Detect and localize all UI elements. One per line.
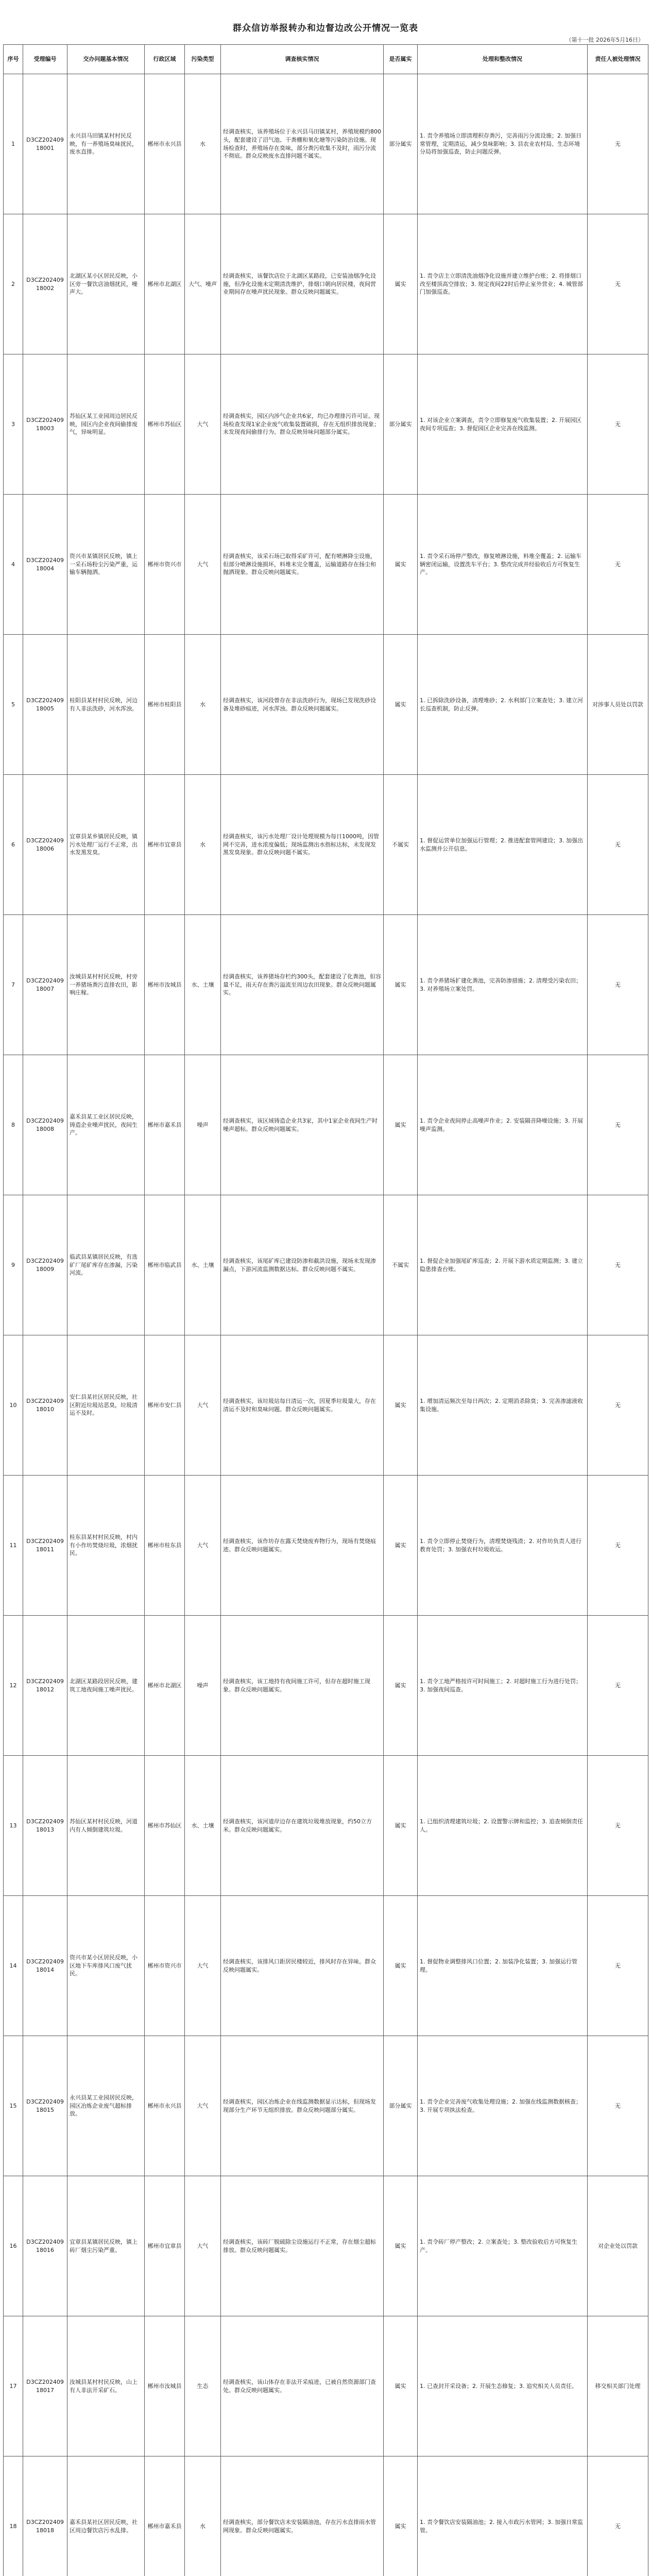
- row-number: 12: [4, 1616, 23, 1756]
- row-truth: 属实: [384, 1476, 418, 1616]
- row-person: 无: [588, 214, 648, 354]
- row-truth: 部分属实: [384, 74, 418, 214]
- row-code: D3CZ20240918010: [23, 1335, 67, 1476]
- row-survey: 经调查核实，该砖厂脱硫除尘设施运行不正常，存在烟尘超标排放。群众反映问题属实。: [221, 2176, 384, 2316]
- row-person: 移交相关部门处理: [588, 2316, 648, 2456]
- row-truth: 属实: [384, 2316, 418, 2456]
- row-survey: 经调查核实，该垃圾站每日清运一次，因夏季垃圾量大，存在清运不及时和臭味问题。群众反映问题属实。: [221, 1335, 384, 1476]
- row-issue: 宜章县某镇居民反映，镇上砖厂烟尘污染严重。: [67, 2176, 145, 2316]
- table-row: [4, 214, 648, 354]
- row-rectification: 1. 责令企业夜间停止高噪声作业；2. 安装隔音降噪设施；3. 开展噪声监测。: [418, 1055, 588, 1195]
- row-truth: 属实: [384, 2456, 418, 2576]
- row-area: 郴州市宜章县: [145, 775, 185, 915]
- row-area: 郴州市苏仙区: [145, 1756, 185, 1896]
- row-type: 大气: [185, 354, 221, 495]
- row-survey: 经调查核实，该工地持有夜间施工许可，但存在超时施工现象。群众反映问题属实。: [221, 1616, 384, 1756]
- row-number: 6: [4, 775, 23, 915]
- row-survey: 经调查核实，该山体存在非法开采痕迹，已被自然资源部门查处。群众反映问题属实。: [221, 2316, 384, 2456]
- header-person: 责任人被处理情况: [588, 45, 648, 74]
- row-truth: 属实: [384, 1335, 418, 1476]
- row-rectification: 1. 责令砖厂停产整改；2. 立案查处；3. 整改验收后方可恢复生产。: [418, 2176, 588, 2316]
- row-number: 4: [4, 495, 23, 635]
- row-truth: 属实: [384, 1896, 418, 2036]
- row-number: 1: [4, 74, 23, 214]
- row-person: 无: [588, 1055, 648, 1195]
- row-area: 郴州市宜章县: [145, 2176, 185, 2316]
- row-code: D3CZ20240918007: [23, 915, 67, 1055]
- row-person: 无: [588, 1476, 648, 1616]
- row-survey: 经调查核实，该养猪场存栏约300头，配套建设了化粪池，但容量不足，雨天存在粪污溢流至周边农田现象。群众反映问题属实。: [221, 915, 384, 1055]
- row-issue: 嘉禾县某工业区居民反映，铸造企业噪声扰民，夜间生产。: [67, 1055, 145, 1195]
- row-type: 水、土壤: [185, 1195, 221, 1335]
- row-survey: 经调查核实，该区域铸造企业共3家，其中1家企业夜间生产时噪声超标。群众反映问题属实。: [221, 1055, 384, 1195]
- row-person: 无: [588, 74, 648, 214]
- row-rectification: 1. 责令养猪场扩建化粪池，完善防渗措施；2. 清理受污染农田；3. 对养殖场立案处罚。: [418, 915, 588, 1055]
- table-row: [4, 1896, 648, 2036]
- row-code: D3CZ20240918004: [23, 495, 67, 635]
- row-type: 水、土壤: [185, 915, 221, 1055]
- header-area: 行政区域: [145, 45, 185, 74]
- row-type: 大气: [185, 495, 221, 635]
- row-rectification: 1. 责令企业完善废气收集处理设施；2. 加强在线监测数据核查；3. 开展专项执法检查。: [418, 2036, 588, 2176]
- row-type: 大气: [185, 1896, 221, 2036]
- row-truth: 属实: [384, 1616, 418, 1756]
- row-issue: 安仁县某社区居民反映，社区附近垃圾站恶臭，垃圾清运不及时。: [67, 1335, 145, 1476]
- row-survey: 经调查核实，该排风口距居民楼较近，排风时存在异味。群众反映问题属实。: [221, 1896, 384, 2036]
- row-person: 无: [588, 915, 648, 1055]
- row-area: 郴州市北湖区: [145, 214, 185, 354]
- row-number: 10: [4, 1335, 23, 1476]
- row-number: 2: [4, 214, 23, 354]
- header-code: 受理编号: [23, 45, 67, 74]
- row-number: 8: [4, 1055, 23, 1195]
- row-area: 郴州市北湖区: [145, 1616, 185, 1756]
- row-survey: 经调查核实，该河段曾存在非法洗砂行为，现场已发现洗砂设备及堆砂痕迹，河水浑浊。群众反映问题属实。: [221, 635, 384, 775]
- document-title: 群众信访举报转办和边督边改公开情况一览表: [233, 23, 418, 33]
- row-area: 郴州市嘉禾县: [145, 1055, 185, 1195]
- row-rectification: 1. 已查封开采设备；2. 开展生态修复；3. 追究相关人员责任。: [418, 2316, 588, 2456]
- row-type: 大气、噪声: [185, 214, 221, 354]
- row-code: D3CZ20240918001: [23, 74, 67, 214]
- table-row: [4, 2176, 648, 2316]
- row-person: 无: [588, 1195, 648, 1335]
- row-code: D3CZ20240918013: [23, 1756, 67, 1896]
- row-truth: 属实: [384, 214, 418, 354]
- header-no: 序号: [4, 45, 23, 74]
- row-issue: 苏仙区某工业园周边居民反映，园区内企业夜间偷排废气，异味明显。: [67, 354, 145, 495]
- row-person: 无: [588, 1756, 648, 1896]
- row-person: 无: [588, 1896, 648, 2036]
- row-type: 水: [185, 775, 221, 915]
- row-area: 郴州市永兴县: [145, 74, 185, 214]
- row-rectification: 1. 责令店主立即清洗油烟净化设施并建立维护台账；2. 将排烟口改至楼顶高空排放；3. 规定夜间22时后停止室外营业；4. 城管部门加强巡查。: [418, 214, 588, 354]
- row-rectification: 1. 责令工地严格按许可时间施工；2. 对超时施工行为进行处罚；3. 加强夜间巡查。: [418, 1616, 588, 1756]
- row-type: 大气: [185, 2036, 221, 2176]
- row-issue: 北湖区某路段居民反映，建筑工地夜间施工噪声扰民。: [67, 1616, 145, 1756]
- row-code: D3CZ20240918017: [23, 2316, 67, 2456]
- row-code: D3CZ20240918015: [23, 2036, 67, 2176]
- row-person: 无: [588, 775, 648, 915]
- row-area: 郴州市汝城县: [145, 915, 185, 1055]
- row-code: D3CZ20240918008: [23, 1055, 67, 1195]
- row-survey: 经调查核实，该餐饮店位于北湖区某路段，已安装油烟净化设施，但净化设施未定期清洗维护，排烟口朝向居民楼，夜间营业期间存在噪声扰民现象。群众反映问题属实。: [221, 214, 384, 354]
- complaint-table: [3, 44, 648, 2576]
- row-issue: 汝城县某村村民反映，村旁一养猪场粪污直排农田，影响庄稼。: [67, 915, 145, 1055]
- row-type: 水、土壤: [185, 1756, 221, 1896]
- row-area: 郴州市安仁县: [145, 1335, 185, 1476]
- row-number: 15: [4, 2036, 23, 2176]
- row-area: 郴州市桂阳县: [145, 635, 185, 775]
- row-code: D3CZ20240918005: [23, 635, 67, 775]
- header-rectification: 处理和整改情况: [418, 45, 588, 74]
- header-type: 污染类型: [185, 45, 221, 74]
- row-type: 大气: [185, 1335, 221, 1476]
- row-rectification: 1. 责令立即停止焚烧行为，清理焚烧残渣；2. 对作坊负责人进行教育处罚；3. 加强农村垃圾收运。: [418, 1476, 588, 1616]
- table-row: [4, 635, 648, 775]
- row-issue: 资兴市某镇居民反映，镇上一采石场粉尘污染严重，运输车辆抛洒。: [67, 495, 145, 635]
- table-row: [4, 2036, 648, 2176]
- row-rectification: 1. 责令餐饮店安装隔油池；2. 接入市政污水管网；3. 加强日常监管。: [418, 2456, 588, 2576]
- row-code: D3CZ20240918016: [23, 2176, 67, 2316]
- row-issue: 北湖区某小区居民反映，小区旁一餐饮店油烟扰民，噪声大。: [67, 214, 145, 354]
- row-type: 水: [185, 2456, 221, 2576]
- table-header-row: [4, 45, 648, 74]
- header-truth: 是否属实: [384, 45, 418, 74]
- row-person: 无: [588, 2456, 648, 2576]
- row-area: 郴州市桂东县: [145, 1476, 185, 1616]
- row-truth: 属实: [384, 635, 418, 775]
- row-type: 水: [185, 74, 221, 214]
- row-number: 14: [4, 1896, 23, 2036]
- row-survey: 经调查核实，该污水处理厂设计处理规模为每日1000吨，因管网不完善，进水浓度偏低；现场监测出水指标达标，未发现发黑发臭现象。群众反映问题不属实。: [221, 775, 384, 915]
- row-survey: 经调查核实，园区冶炼企业在线监测数据显示达标，但现场发现部分生产环节无组织排放。群众反映问题部分属实。: [221, 2036, 384, 2176]
- row-truth: 部分属实: [384, 2036, 418, 2176]
- row-rectification: 1. 责令采石场停产整改，修复喷淋设施，料堆全覆盖；2. 运输车辆密闭运输，设置洗车平台；3. 整改完成并经验收后方可恢复生产。: [418, 495, 588, 635]
- row-truth: 属实: [384, 2176, 418, 2316]
- row-type: 生态: [185, 2316, 221, 2456]
- row-survey: 经调查核实，该河道岸边存在建筑垃圾堆放现象，约50立方米。群众反映问题属实。: [221, 1756, 384, 1896]
- table-row: [4, 1476, 648, 1616]
- row-issue: 嘉禾县某社区居民反映，社区周边餐饮店污水乱排。: [67, 2456, 145, 2576]
- table-row: [4, 1756, 648, 1896]
- row-issue: 桂东县某村村民反映，村内有小作坊焚烧垃圾，浓烟扰民。: [67, 1476, 145, 1616]
- row-rectification: 1. 已拆除洗砂设备，清理堆砂；2. 水利部门立案查处；3. 建立河长巡查机制，防止反弹。: [418, 635, 588, 775]
- row-survey: 经调查核实，部分餐饮店未安装隔油池，存在污水直排雨水管网现象。群众反映问题属实。: [221, 2456, 384, 2576]
- row-type: 大气: [185, 2176, 221, 2316]
- table-row: [4, 1055, 648, 1195]
- row-code: D3CZ20240918018: [23, 2456, 67, 2576]
- row-person: 无: [588, 2036, 648, 2176]
- row-issue: 汝城县某村村民反映，山上有人非法开采矿石。: [67, 2316, 145, 2456]
- batch-label: （第十一批 2026年5月16日）: [566, 37, 644, 43]
- table-row: [4, 1335, 648, 1476]
- table-row: [4, 775, 648, 915]
- row-survey: 经调查核实，该作坊存在露天焚烧废弃物行为，现场有焚烧痕迹。群众反映问题属实。: [221, 1476, 384, 1616]
- row-area: 郴州市资兴市: [145, 1896, 185, 2036]
- row-person: 无: [588, 1335, 648, 1476]
- row-number: 9: [4, 1195, 23, 1335]
- row-rectification: 1. 增加清运频次至每日两次；2. 定期消杀除臭；3. 完善渗滤液收集设施。: [418, 1335, 588, 1476]
- row-person: 对涉事人员处以罚款: [588, 635, 648, 775]
- row-number: 13: [4, 1756, 23, 1896]
- table-row: [4, 1195, 648, 1335]
- row-rectification: 1. 督促运营单位加强运行管理；2. 推进配套管网建设；3. 加强出水监测并公开信息。: [418, 775, 588, 915]
- row-rectification: 1. 对该企业立案调查，责令立即修复废气收集装置；2. 开展园区夜间专项巡查；3. 督促园区企业完善在线监测。: [418, 354, 588, 495]
- table-row: [4, 1616, 648, 1756]
- row-rectification: 1. 督促企业加强尾矿库巡查；2. 开展下游水质定期监测；3. 建立隐患排查台账。: [418, 1195, 588, 1335]
- row-survey: 经调查核实，园区内涉气企业共6家，均已办理排污许可证。现场检查发现1家企业废气收集装置破损，存在无组织排放现象；未发现夜间偷排行为。群众反映异味问题部分属实。: [221, 354, 384, 495]
- row-area: 郴州市汝城县: [145, 2316, 185, 2456]
- header-survey: 调查核实情况: [221, 45, 384, 74]
- row-truth: 部分属实: [384, 354, 418, 495]
- row-number: 11: [4, 1476, 23, 1616]
- table-row: [4, 2316, 648, 2456]
- row-truth: 属实: [384, 495, 418, 635]
- row-code: D3CZ20240918014: [23, 1896, 67, 2036]
- header-issue: 交办问题基本情况: [67, 45, 145, 74]
- row-area: 郴州市资兴市: [145, 495, 185, 635]
- row-area: 郴州市临武县: [145, 1195, 185, 1335]
- row-survey: 经调查核实，该尾矿库已建设防渗和截洪设施，现场未发现渗漏点，下游河流监测数据达标。群众反映问题不属实。: [221, 1195, 384, 1335]
- row-number: 3: [4, 354, 23, 495]
- row-issue: 宜章县某乡镇居民反映，镇污水处理厂运行不正常，出水发黑发臭。: [67, 775, 145, 915]
- row-number: 17: [4, 2316, 23, 2456]
- row-truth: 不属实: [384, 1195, 418, 1335]
- row-code: D3CZ20240918011: [23, 1476, 67, 1616]
- row-rectification: 1. 督促物业调整排风口位置；2. 加装净化装置；3. 加强运行管理。: [418, 1896, 588, 2036]
- row-truth: 属实: [384, 915, 418, 1055]
- table-row: [4, 354, 648, 495]
- row-number: 5: [4, 635, 23, 775]
- row-issue: 永兴县马田镇某村村民反映，有一养殖场臭味扰民，废水直排。: [67, 74, 145, 214]
- table-row: [4, 74, 648, 214]
- row-code: D3CZ20240918003: [23, 354, 67, 495]
- row-code: D3CZ20240918012: [23, 1616, 67, 1756]
- row-rectification: 1. 已组织清理建筑垃圾；2. 设置警示牌和监控；3. 追查倾倒责任人。: [418, 1756, 588, 1896]
- row-type: 大气: [185, 1476, 221, 1616]
- row-person: 无: [588, 1616, 648, 1756]
- row-rectification: 1. 责令养殖场立即清理积存粪污，完善雨污分流设施；2. 加强日常管理，定期清运，减少臭味影响；3. 县农业农村局、生态环境分局将加强巡查，防止问题反弹。: [418, 74, 588, 214]
- row-issue: 桂阳县某村村民反映，河边有人非法洗砂，河水浑浊。: [67, 635, 145, 775]
- row-code: D3CZ20240918009: [23, 1195, 67, 1335]
- row-issue: 苏仙区某村村民反映，河道内有人倾倒建筑垃圾。: [67, 1756, 145, 1896]
- row-code: D3CZ20240918006: [23, 775, 67, 915]
- row-truth: 属实: [384, 1055, 418, 1195]
- table-row: [4, 915, 648, 1055]
- row-survey: 经调查核实，该采石场已取得采矿许可，配有喷淋降尘设施，但部分喷淋设施损坏，料堆未完全覆盖，运输道路存在扬尘和抛洒现象。群众反映问题属实。: [221, 495, 384, 635]
- row-number: 18: [4, 2456, 23, 2576]
- row-survey: 经调查核实，该养殖场位于永兴县马田镇某村，养殖规模约800头，配套建设了沼气池、干粪棚和氧化塘等污染防治设施。现场检查时，养殖场存在臭味，部分粪污收集不及时，雨污分流不彻底。群众反映废水直排问题不属实。: [221, 74, 384, 214]
- row-person: 对企业处以罚款: [588, 2176, 648, 2316]
- row-type: 噪声: [185, 1055, 221, 1195]
- row-truth: 不属实: [384, 775, 418, 915]
- row-type: 噪声: [185, 1616, 221, 1756]
- row-truth: 属实: [384, 1756, 418, 1896]
- row-issue: 资兴市某小区居民反映，小区地下车库排风口废气扰民。: [67, 1896, 145, 2036]
- row-code: D3CZ20240918002: [23, 214, 67, 354]
- table-row: [4, 495, 648, 635]
- row-person: 无: [588, 495, 648, 635]
- row-issue: 永兴县某工业园居民反映，园区冶炼企业废气超标排放。: [67, 2036, 145, 2176]
- row-area: 郴州市永兴县: [145, 2036, 185, 2176]
- row-issue: 临武县某镇居民反映，有选矿厂尾矿库存在渗漏，污染河流。: [67, 1195, 145, 1335]
- row-area: 郴州市嘉禾县: [145, 2456, 185, 2576]
- row-number: 16: [4, 2176, 23, 2316]
- row-person: 无: [588, 354, 648, 495]
- table-row: [4, 2456, 648, 2576]
- row-type: 水: [185, 635, 221, 775]
- row-number: 7: [4, 915, 23, 1055]
- row-area: 郴州市苏仙区: [145, 354, 185, 495]
- table-body: [4, 74, 648, 2576]
